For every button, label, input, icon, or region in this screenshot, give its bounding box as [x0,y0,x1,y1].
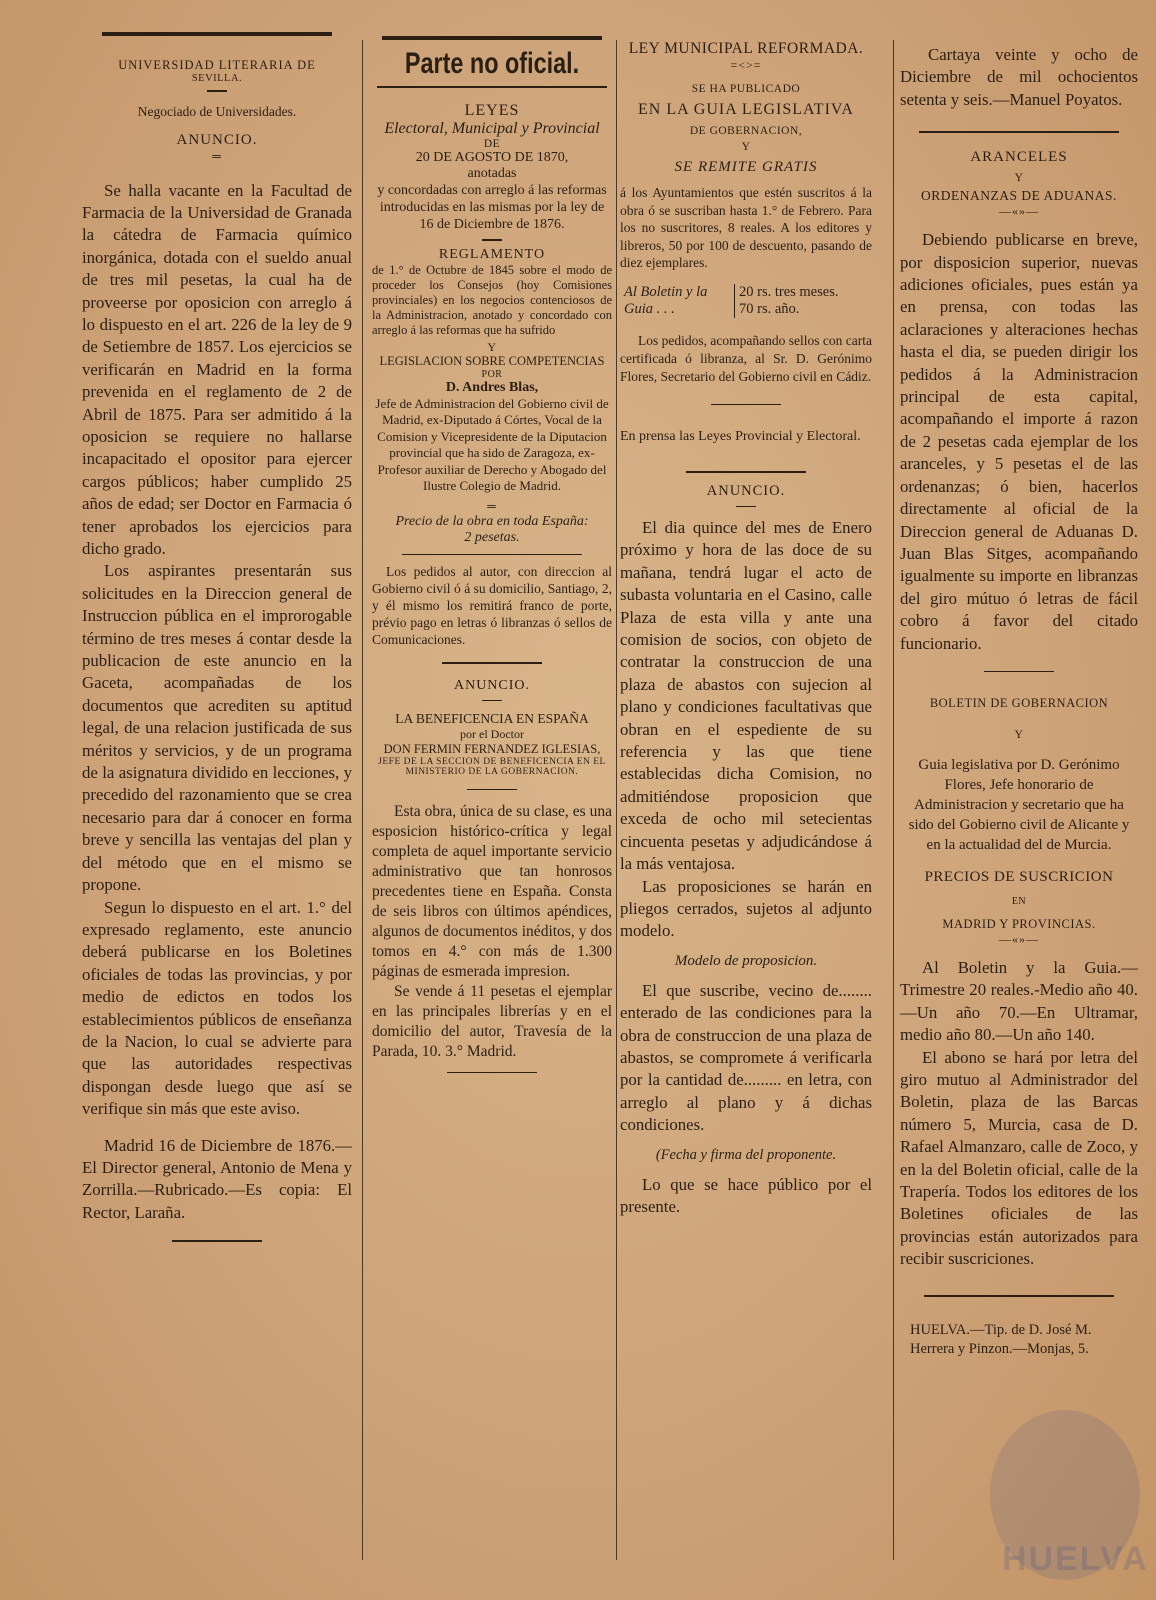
heading: EN LA GUIA LEGISLATIVA [638,101,854,118]
paragraph: Los pedidos al autor, con direccion al Gobierno civil ó á su domicilio, Santiago, 2, y él mismo los remitirá franco de porte, prévio pago en letras ó libranzas ó sellos de Comunicaciones. [372,563,612,647]
rule [442,662,542,664]
paragraph: Se halla vacante en la Facultad de Farmacia de la Universidad de Granada la cátedra de Farmacia químico inorgánica, dotada con el sueldo anual de tres mil pesetas, la cual ha de proveerse por oposicion con arreglo á lo dispuesto en el art. 226 de la ley de 9 de Setiembre de 1857. Los ejercicios se verificarán en Madrid en la forma prevenida en el reglamento de 2 de Abril de 1875. Para ser admitido á la oposicion se requiere no hallarse incapacitado el opositor para ejercer cargos públicos; haber cumplido 25 años de edad; ser Doctor en Farmacia ó tener aprobados los ejercicios para dicho grado. [82,180,352,558]
top-rule [382,36,602,40]
text: EN [1011,895,1027,907]
price-label: Al Boletin y la Guia . . . [624,283,708,317]
ornament: —«»— [999,204,1039,219]
heading: LEGISLACION SOBRE COMPETENCIAS [379,353,605,368]
heading: BOLETIN DE GOBERNACION [929,695,1109,710]
paragraph: Cartaya veinte y ocho de Diciembre de mil ochocientos setenta y seis.—Manuel Poyatos. [900,45,1138,109]
divider [482,239,502,241]
divider: ═ [487,498,497,513]
heading: LEYES [464,102,520,119]
paragraph: Debiendo publicarse en breve, por disposicion superior, nuevas adiciones oficiales, pues están ya en prensa, con todas las aclaraciones y alteraciones hechas hasta el dia, se pueden dirigir los pedidos á la Administracion principal de esta capital, acompañando el importe á razon de 2 pesetas cada ejemplar de los aranceles, y 5 pesetas el de las ordenanzas; ó bien, hacerlos directamente al oficial de la Direccion general de Aduanas D. Juan Blas Sitges, acompañando igualmente su importe en libranzas del giro mútuo ó letras de fácil cobro á favor del citado funcionario. [900,230,1138,653]
imprint: HUELVA.—Tip. de D. José M. Herrera y Pinzon.—Monjas, 5. [910,1321,1092,1357]
text: anotadas [467,166,517,181]
paragraph: y concordadas con arreglo á las reformas introducidas en las mismas por la ley de 16 de Diciembre de 1876. [377,183,607,232]
heading: SE REMITE GRATIS [674,159,818,175]
text: por el Doctor [460,727,524,741]
heading: ARANCELES [970,149,1068,166]
divider [207,90,227,92]
paragraph: Los pedidos, acompañando sellos con carta certificada ó libranza, al Sr. D. Gerónimo Flores, Secretario del Gobierno civil en Cádiz. [620,332,872,384]
paragraph: Los aspirantes presentarán sus solicitudes en la Direccion general de Instruccion pública en el improrogable término de tres meses á contar desde la publicacion de este anuncio en la Gaceta, acompañadas de los documentos que acrediten su aptitud legal, de una relacion justificada de sus méritos y servicios, y de un programa de la asignatura dividido en lecciones, y precedido del razonamiento que se crea necesario para dar á conocer en forma breve y sencilla las ventajas del plan y del método que en el mismo se propone. [82,561,352,895]
heading: ORDENANZAS DE ADUANAS. [921,188,1117,204]
heading-anuncio: ANUNCIO. [176,131,258,148]
text: Y [741,141,751,153]
header-university: UNIVERSIDAD LITERARIA DE [118,58,316,72]
price-quarter: 20 rs. tres meses. [739,283,839,300]
end-rule [447,1072,537,1073]
price-year: 70 rs. año. [739,300,800,317]
column-3 [620,0,872,1600]
top-rule [102,32,332,36]
date: 20 DE AGOSTO DE 1870, [415,150,569,165]
text: SE HA PUBLICADO [691,83,801,95]
price-value: 2 pesetas. [464,529,520,545]
author-description: Jefe de Administracion del Gobierno civil de Madrid, ex-Diputado á Córtes, Vocal de la Comision y Vicepresidente de la Diputacion provincial que ha sido de Zaragoza, ex-Profesor auxiliar de Derecho y Abogado del Ilustre Colegio de Madrid. [375,395,609,493]
paragraph: El que suscribe, vecino de........ enterado de las condiciones para la obra de construccion de una plaza de abastos, se compromete á verificarla por la cantidad de......... en letra, con arreglo al plano y á dichas condiciones. [620,980,872,1135]
paragraph: de 1.° de Octubre de 1845 sobre el modo de proceder los Consejos (hoy Comisiones provinciales) en los negocios contenciosos de la Administracion, anotado y concordado con arreglo á las reformas que ha sufrido [372,262,612,337]
section-title: Parte no oficial. [404,47,580,80]
rule [467,789,517,790]
signature: Madrid 16 de Diciembre de 1876.—El Director general, Antonio de Mena y Zorrilla.—Rubricado.—Es copia: El Rector, Laraña. [82,1135,352,1222]
column-rule [893,40,894,1560]
text: Y [487,341,497,354]
text: DE [483,138,501,150]
stamp-watermark-text: HUELVA [1002,1540,1149,1578]
paragraph: Segun lo dispuesto en el art. 1.° del expresado reglamento, este anuncio deberá publicarse en los Boletines oficiales de todas las provincias, y por medio de edictos en todos los establecimientos públicos de enseñanza de la Nacion, lo cual se advierte para que las autoridades respectivas dispongan desde luego que así se verifique sin más que este aviso. [82,897,352,1119]
paragraph: Lo que se hace público por el presente. [620,1174,872,1216]
heading: REGLAMENTO [438,246,546,262]
paragraph: Guia legislativa por D. Gerónimo Flores, Jefe honorario de Administracion y secretario que ha sido del Gobierno civil de Alicante y en la actualidad del de Murcia. [908,756,1130,853]
column-2 [372,0,612,1600]
divider: ═ [212,148,222,163]
paragraph: El abono se hará por letra del giro mutuo al Administrador del Boletin, plaza de las Barcas número 5, Murcia, casa de D. Rafael Almanzaro, calle de Zoco, y en la del Boletin oficial, calle de la Trapería. Todos los editores de los Boletines oficiales de las provincias están autorizados para recibir suscriciones. [900,1047,1138,1269]
paragraph: En prensa las Leyes Provincial y Electoral. [620,428,861,444]
heading: MADRID Y PROVINCIAS. [942,916,1096,931]
price-block [620,284,872,318]
author: DON FERMIN FERNANDEZ IGLESIAS, [383,742,601,756]
column-4 [900,0,1138,1600]
heading-anuncio: ANUNCIO. [453,677,531,693]
subheading: Electoral, Municipal y Provincial [384,120,600,137]
title-rule [377,86,607,88]
column-rule [616,40,617,1560]
paragraph: Se vende á 11 pesetas el ejemplar en las principales librerías y en el domicilio del autor, Travesía de la Parada, 10. 3.° Madrid. [372,983,612,1060]
paragraph: El dia quince del mes de Enero próximo y hora de las doce de su mañana, tendrá lugar el acto de subasta voluntaria en el Casino, calle Plaza de esta villa y ante una comision de socios, con objeto de contratar la construccion de una plaza de abastos con sujecion al plano y condiciones facultativas que obran en el espediente de su referencia y las que tiene establecidas dicha Comision, no admitiéndose proposicion que exceda de ocho mil setecientas cincuenta pesetas y adjudicándose á la más ventajosa. [620,518,872,874]
paragraph: Las proposiciones se harán en pliegos cerrados, sujetos al adjunto modelo. [620,876,872,941]
signature-line: (Fecha y firma del proponente. [655,1146,837,1163]
text: DE GOBERNACION, [689,125,803,137]
rule [402,554,582,555]
ornament: —«»— [999,931,1039,946]
price-values [734,284,838,318]
rule [711,404,781,405]
heading-anuncio: ANUNCIO. [706,482,786,499]
text: POR [481,368,503,380]
paragraph: Al Boletin y la Guia.—Trimestre 20 reales.-Medio año 40.—Un año 70.—En Ultramar, medio año 80.—Un año 140. [900,957,1138,1045]
paragraph: á los Ayuntamientos que estén suscritos á la obra ó se suscriban hasta 1.° de Febrero. Para los no suscritores, 8 reales. A los editores y libreros, 50 por 100 de descuento, pasando de diez ejemplares. [620,185,872,270]
price-label: Precio de la obra en toda España: [395,513,589,529]
rule [984,671,1054,672]
heading: Modelo de proposicion. [674,952,818,969]
column-rule [362,40,363,1560]
header-city: SEVILLA. [191,73,243,84]
author: D. Andres Blas, [445,379,539,395]
section-title: LEY MUNICIPAL REFORMADA. [628,40,864,57]
divider [736,506,756,508]
ornament: =<>= [730,58,762,72]
author-title: JEFE DE LA SECCION DE BENEFICENCIA EN EL MINISTERIO DE LA GOBERNACION. [378,757,606,777]
heading: LA BENEFICENCIA EN ESPAÑA [395,711,589,726]
divider [482,700,502,702]
rule [924,1295,1114,1297]
text: Y [1014,728,1024,741]
end-rule [172,1240,262,1242]
rule [919,131,1119,133]
column-1 [82,0,352,1600]
rule [686,471,806,473]
heading: PRECIOS DE SUSCRICION [924,868,1114,885]
paragraph: Esta obra, única de su clase, es una esposicion histórico-crítica y legal completa de aquel importante servicio administrativo que tan honrosos precedentes tiene en España. Consta de seis libros con últimos apéndices, algunos de documentos inéditos, y dos tomos en 4.° con más de 1.300 páginas de esmerada impresion. [372,803,612,980]
text: Y [1014,172,1024,185]
department: Negociado de Universidades. [137,103,297,119]
